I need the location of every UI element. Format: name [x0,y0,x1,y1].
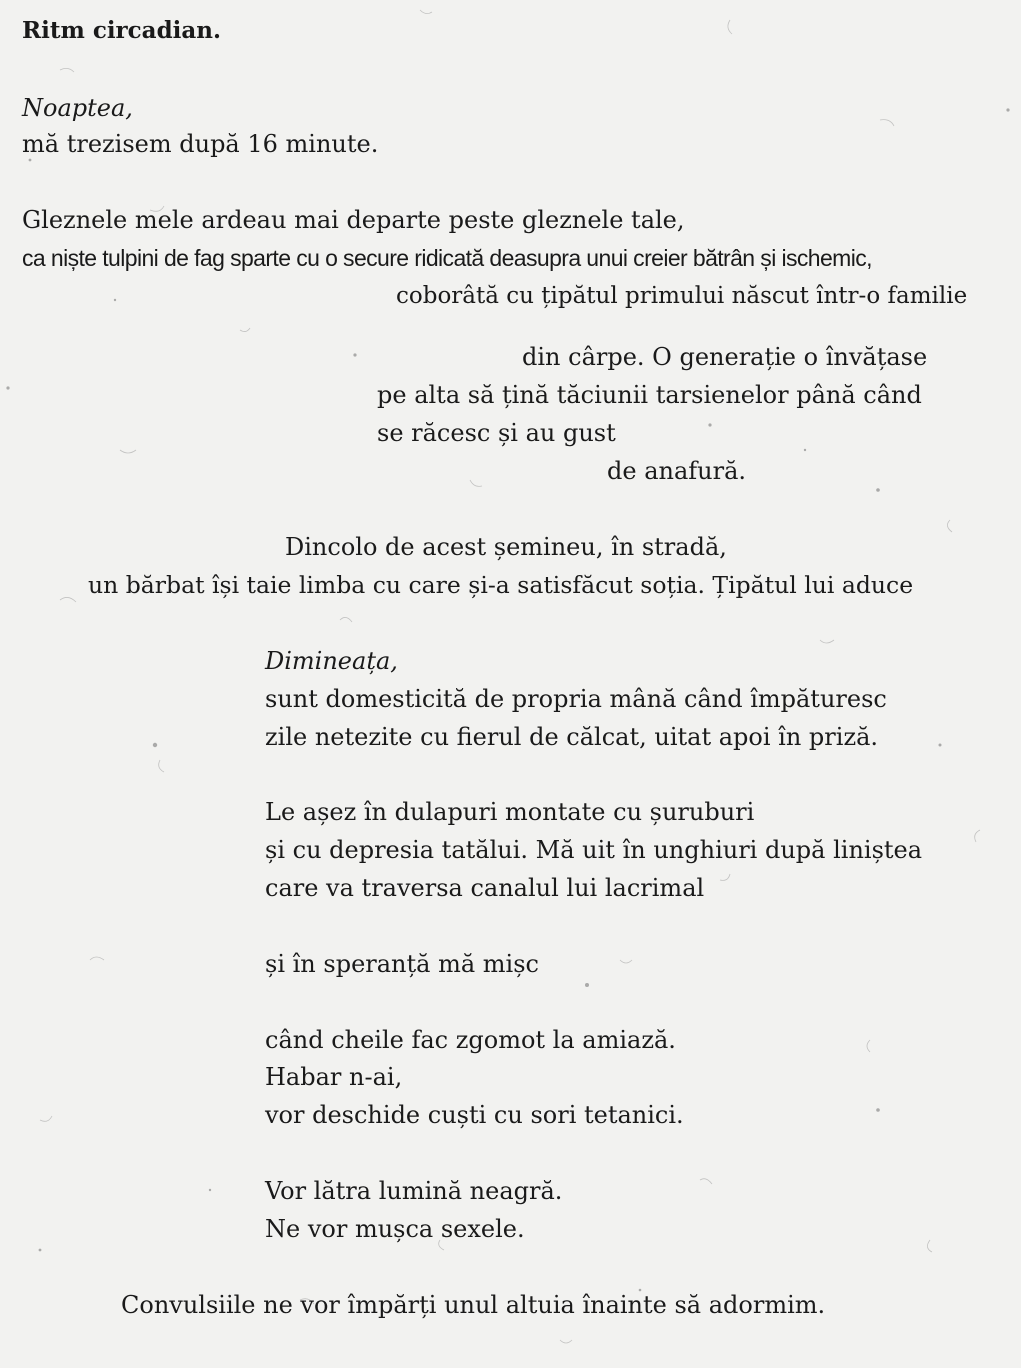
poem-line: Gleznele mele ardeau mai departe peste gleznele tale, [22,206,685,234]
poem-line: Vor lătra lumină neagră. [265,1177,563,1205]
poem-line: când cheile fac zgomot la amiază. [265,1026,676,1054]
poem-line: coborâtă cu țipătul primului născut într-o familie [396,283,968,309]
poem-line: zile netezite cu fierul de călcat, uitat apoi în priză. [265,723,879,751]
poem-line: Convulsiile ne vor împărți unul altuia înainte să adormim. [121,1291,826,1319]
poem-line: Dimineața, [265,647,398,675]
poem-line: Le așez în dulapuri montate cu șuruburi [265,798,755,826]
poem-line: se răcesc și au gust [377,419,616,447]
poem-line: Habar n-ai, [265,1063,403,1091]
poem-line: Dincolo de acest șemineu, în stradă, [285,533,727,561]
poem-line: și cu depresia tatălui. Mă uit în unghiuri după liniștea [265,836,923,864]
poem-line: vor deschide cuști cu sori tetanici. [265,1101,684,1129]
poem-line: de anafură. [607,457,747,485]
poem-line: un bărbat își taie limba cu care și-a satisfăcut soția. Țipătul lui aduce [88,571,914,599]
poem-line: mă trezisem după 16 minute. [22,130,379,158]
poem-line: sunt domesticită de propria mână când împăturesc [265,685,887,713]
poem-title: Ritm circadian. [22,17,222,44]
poem-line: și în speranță mă mișc [265,950,539,978]
poem-line: ca niște tulpini de fag sparte cu o secure ridicată deasupra unui creier bătrân și ischemic, [22,245,872,271]
poem-line: pe alta să țină tăciunii tarsienelor până când [377,381,922,409]
poem-line: Ne vor mușca sexele. [265,1215,525,1243]
poem-line: Noaptea, [22,94,133,122]
poem-line: care va traversa canalul lui lacrimal [265,874,705,902]
poem-line: din cârpe. O generație o învățase [522,343,928,371]
